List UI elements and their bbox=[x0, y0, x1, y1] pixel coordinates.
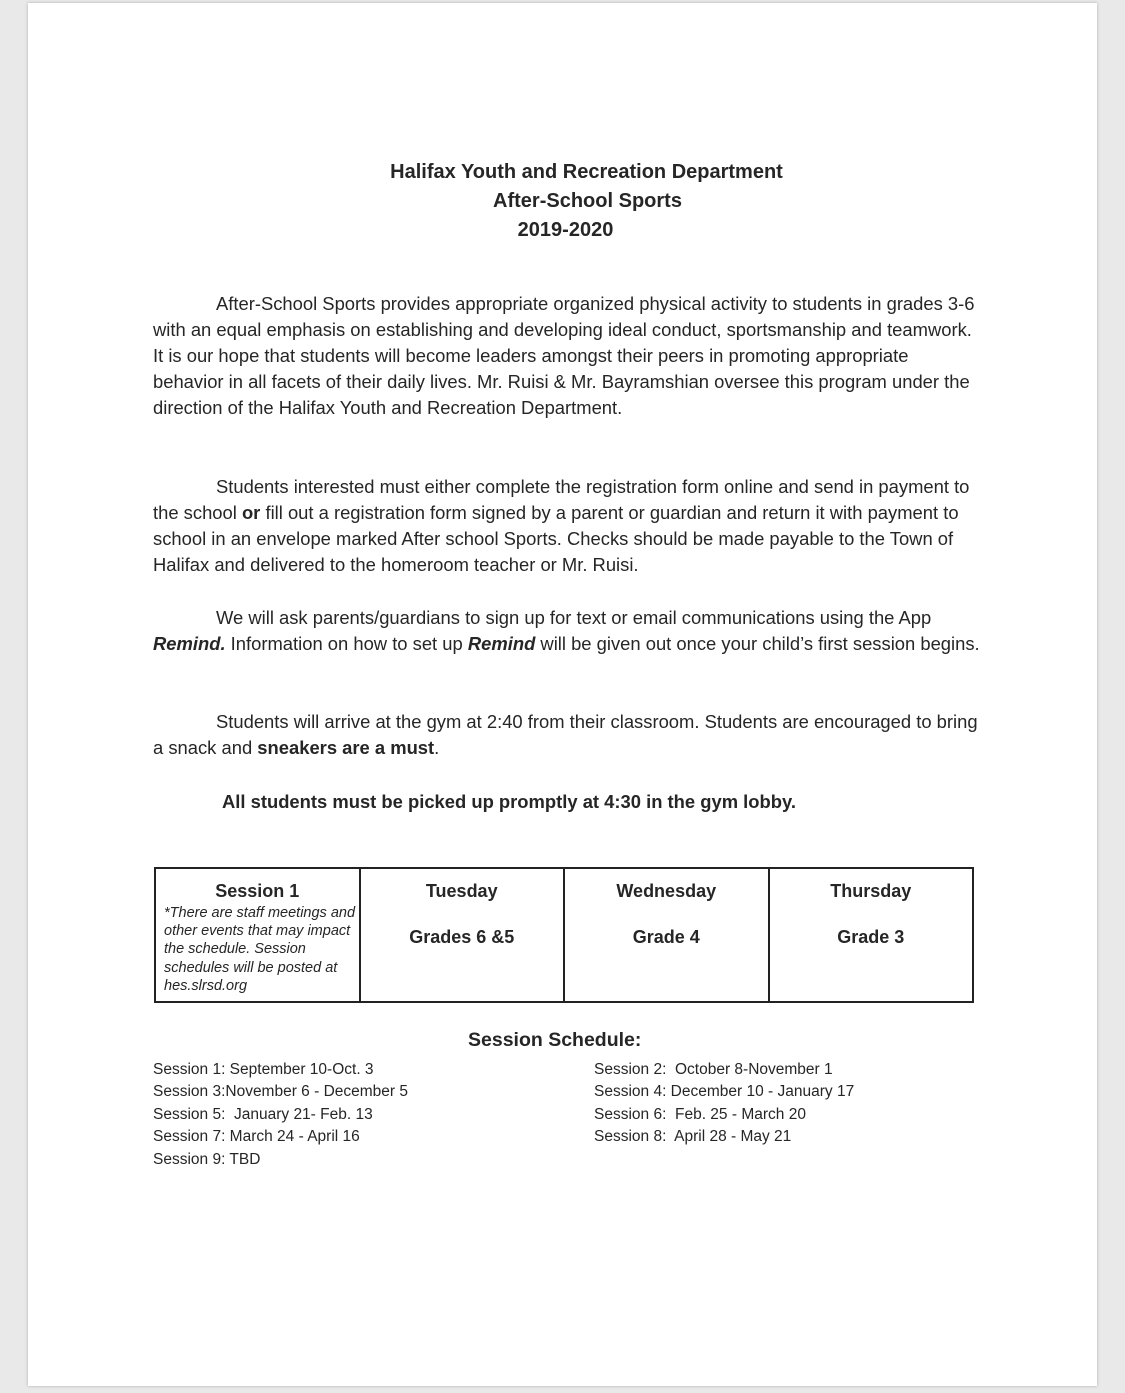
schedule-title: Session Schedule: bbox=[468, 1029, 642, 1051]
remind-text-middle: Information on how to set up bbox=[225, 633, 468, 654]
program-title: After-School Sports bbox=[493, 190, 682, 212]
day-grade: Grade 3 bbox=[837, 927, 905, 947]
registration-text-end: fill out a registration form signed by a parent or guardian and return it with payment to school in an envelope marked After school Sports. Checks should be made payable to the Town of Halifax and delivered to the homeroom teacher or Mr. Ruisi. bbox=[153, 502, 959, 575]
registration-text-start: Students interested must either complete the registration form online and send in payment to the school bbox=[153, 476, 970, 523]
remind-text-end: will be given out once your child’s first session begins. bbox=[535, 633, 980, 654]
list-item: Session 1: September 10-Oct. 3 bbox=[153, 1061, 374, 1078]
pickup-notice: All students must be picked up promptly at 4:30 in the gym lobby. bbox=[222, 791, 796, 812]
arrival-text-end: . bbox=[434, 737, 440, 758]
remind-paragraph bbox=[153, 605, 983, 657]
list-item: Session 9: TBD bbox=[153, 1150, 261, 1168]
intro-text: After-School Sports provides appropriate organized physical activity to students in grades 3-6 with an equal emphasis on establishing and developing ideal conduct, sportsmanship and teamwork. It is our hope that students will become leaders amongst their peers in promoting appropriate behavior in all facets of their daily lives. Mr. Ruisi & Mr. Bayramshian oversee this program under the direction of the Halifax Youth and Recreation Department. bbox=[153, 293, 975, 418]
session-note: *There are staff meetings and other events that may impact the schedule. Session schedules will be posted at hes.slrsd.org bbox=[164, 905, 356, 994]
day-cell bbox=[564, 868, 769, 1002]
session-cell bbox=[155, 868, 360, 1002]
arrival-paragraph bbox=[153, 709, 983, 761]
day-grade: Grade 4 bbox=[632, 927, 700, 947]
day-name: Thursday bbox=[830, 881, 912, 901]
document-page bbox=[28, 3, 1097, 1386]
list-item: Session 4: December 10 - January 17 bbox=[594, 1083, 855, 1101]
session-table bbox=[154, 867, 974, 1003]
department-title: Halifax Youth and Recreation Department bbox=[390, 161, 783, 183]
day-name: Wednesday bbox=[616, 881, 717, 901]
list-item: Session 7: March 24 - April 16 bbox=[153, 1128, 360, 1146]
list-item: Session 6: Feb. 25 - March 20 bbox=[594, 1105, 806, 1123]
sneakers-note: sneakers are a must bbox=[257, 737, 435, 758]
school-year: 2019-2020 bbox=[517, 219, 614, 241]
remind-text-start: We will ask parents/guardians to sign up for text or email communications using the App bbox=[216, 607, 932, 628]
intro-paragraph bbox=[153, 291, 983, 421]
document-header bbox=[28, 158, 1097, 245]
day-cell bbox=[360, 868, 565, 1002]
list-item: Session 2: October 8-November 1 bbox=[594, 1061, 833, 1078]
schedule-right-column bbox=[594, 1059, 854, 1149]
remind-app-name-2: Remind bbox=[467, 633, 536, 654]
list-item: Session 5: January 21- Feb. 13 bbox=[153, 1105, 373, 1123]
session-name: Session 1 bbox=[215, 881, 300, 901]
list-item: Session 8: April 28 - May 21 bbox=[594, 1128, 792, 1146]
arrival-text-start: Students will arrive at the gym at 2:40 from their classroom. Students are encouraged to bring a snack and bbox=[153, 711, 978, 758]
remind-app-name: Remind. bbox=[153, 633, 226, 654]
day-name: Tuesday bbox=[425, 881, 498, 901]
registration-paragraph bbox=[153, 474, 983, 578]
table-row bbox=[155, 868, 973, 1002]
schedule-left-column bbox=[153, 1059, 408, 1171]
day-grade: Grades 6 &5 bbox=[409, 927, 515, 947]
registration-or: or bbox=[241, 502, 261, 523]
day-cell bbox=[769, 868, 974, 1002]
list-item: Session 3:November 6 - December 5 bbox=[153, 1083, 409, 1101]
